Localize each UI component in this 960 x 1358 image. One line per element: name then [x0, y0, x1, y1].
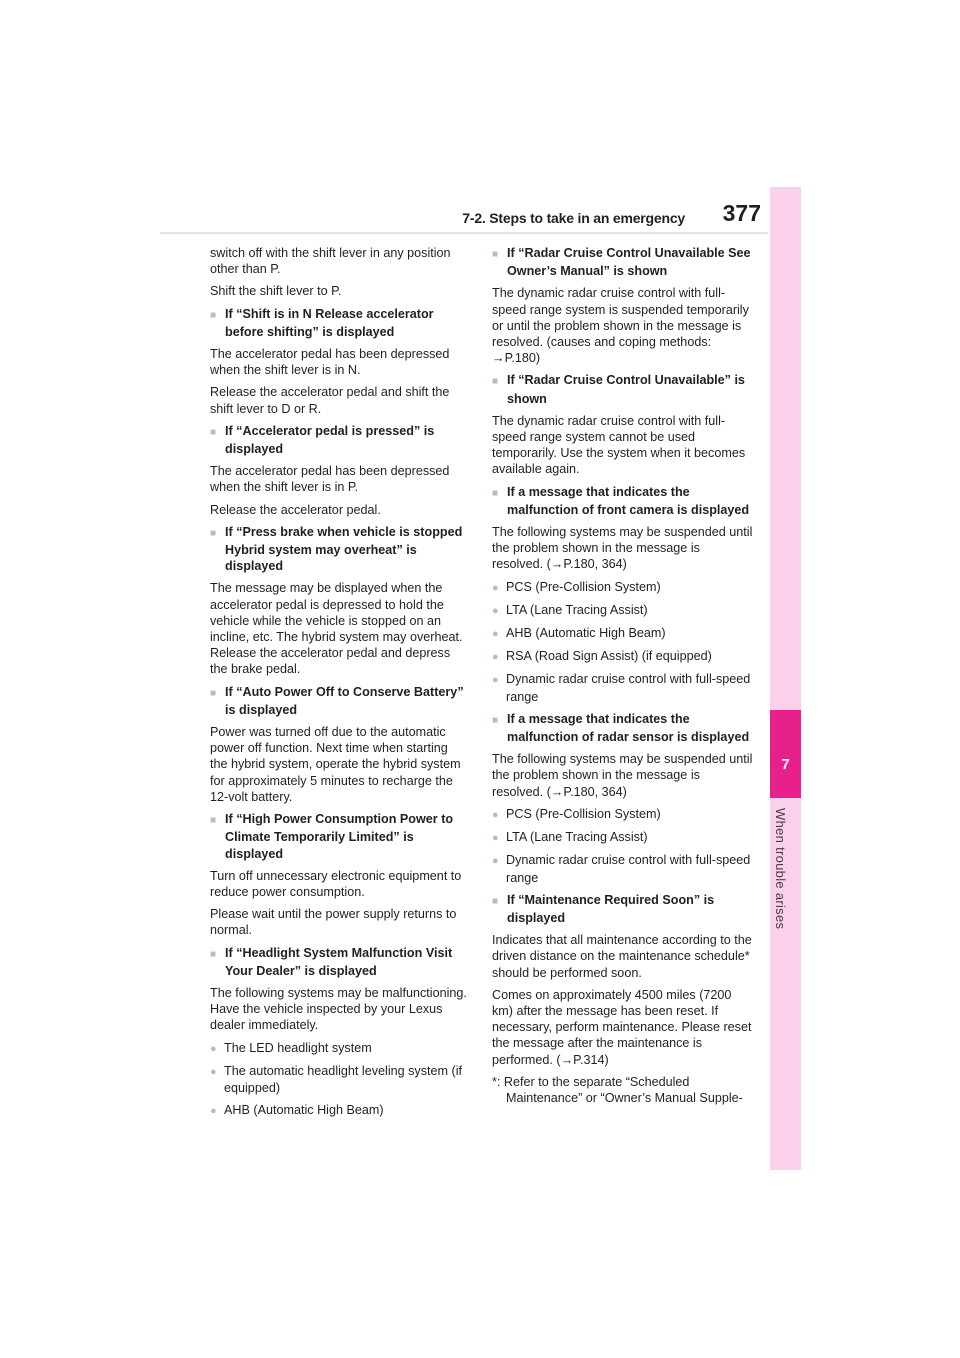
paragraph: The accelerator pedal has been depressed when the shift lever is in N. — [210, 347, 450, 378]
subheading: ■ If “Radar Cruise Control Unavailable See Owner’s Manual” is shown — [492, 245, 754, 279]
paragraph: Please wait until the power supply returns to normal. — [210, 907, 457, 938]
bullet-item: ● AHB (Automatic High Beam) — [210, 1102, 468, 1119]
bullet-item: ● PCS (Pre-Collision System) — [492, 579, 754, 596]
paragraph: The dynamic radar cruise control with full-speed range system cannot be used temporarily. Use the system when it becomes available again. — [492, 413, 746, 477]
subheading: ■ If “Shift is in N Release accelerator before shifting” is displayed — [210, 306, 468, 340]
paragraph: Comes on approximately 4500 miles (7200 km) after the message has been reset. If necessary, perform maintenance. Please reset the message after the maintenance is performed. (→P.314) — [492, 987, 752, 1067]
bullet-item: ● Dynamic radar cruise control with full-speed range — [492, 852, 754, 885]
subheading: ■ If a message that indicates the malfunction of front camera is displayed — [492, 484, 754, 518]
subheading: ■ If “Auto Power Off to Conserve Battery” is displayed — [210, 684, 468, 718]
bullet-item: ● The LED headlight system — [210, 1040, 468, 1057]
subheading: ■ If a message that indicates the malfunction of radar sensor is displayed — [492, 711, 754, 745]
chapter-title: When trouble arises — [773, 808, 788, 930]
subheading: ■ If “Maintenance Required Soon” is displayed — [492, 892, 754, 926]
chapter-sidebar — [770, 187, 801, 1170]
paragraph: Turn off unnecessary electronic equipment to reduce power consumption. — [210, 868, 462, 899]
paragraph: The accelerator pedal has been depressed when the shift lever is in P. — [210, 464, 450, 495]
subheading: ■ If “High Power Consumption Power to Climate Temporarily Limited” is displayed — [210, 811, 468, 862]
left-column — [210, 245, 468, 1125]
footnote: *: Refer to the separate “Scheduled Maintenance” or “Owner’s Manual Supple- — [492, 1074, 743, 1105]
chapter-label — [773, 808, 799, 948]
paragraph: Release the accelerator pedal. — [210, 502, 381, 517]
chapter-number: 7 — [781, 756, 790, 773]
bullet-item: ● PCS (Pre-Collision System) — [492, 806, 754, 823]
paragraph: The dynamic radar cruise control with full-speed range system is suspended temporarily or until the problem shown in the message is resolved. (causes and coping methods: →P.180) — [492, 286, 749, 366]
paragraph: The following systems may be malfunctioning. Have the vehicle inspected by your Lexus dealer immediately. — [210, 985, 467, 1033]
header-rule — [160, 232, 768, 234]
subheading: ■ If “Radar Cruise Control Unavailable” is shown — [492, 372, 754, 406]
running-header — [443, 200, 763, 232]
bullet-item: ● The automatic headlight leveling system (if equipped) — [210, 1063, 468, 1096]
paragraph: Indicates that all maintenance according to the driven distance on the maintenance schedule* should be performed soon. — [492, 933, 752, 980]
subheading: ■ If “Headlight System Malfunction Visit Your Dealer” is displayed — [210, 945, 468, 979]
bullet-item: ● LTA (Lane Tracing Assist) — [492, 602, 754, 619]
subheading: ■ If “Accelerator pedal is pressed” is displayed — [210, 423, 468, 457]
chapter-tab[interactable] — [770, 710, 801, 798]
paragraph: The message may be displayed when the accelerator pedal is depressed to hold the vehicle while the vehicle is stopped on an incline, etc. The hybrid system may overheat. Release the accelerator pedal and depress the brake pedal. — [210, 581, 463, 677]
right-column — [492, 245, 754, 1106]
paragraph: switch off with the shift lever in any position other than P. — [210, 246, 451, 277]
bullet-item: ● LTA (Lane Tracing Assist) — [492, 829, 754, 846]
section-title: 7-2. Steps to take in an emergency — [462, 210, 685, 226]
paragraph: Power was turned off due to the automatic power off function. Next time when starting the hybrid system, operate the hybrid system for approximately 5 minutes to recharge the 12-volt battery. — [210, 725, 461, 804]
paragraph: The following systems may be suspended until the problem shown in the message is resolved. (→P.180, 364) — [492, 525, 753, 572]
paragraph: Shift the shift lever to P. — [210, 284, 342, 299]
bullet-item: ● RSA (Road Sign Assist) (if equipped) — [492, 648, 754, 665]
paragraph: Release the accelerator pedal and shift the shift lever to D or R. — [210, 385, 450, 416]
subheading: ■ If “Press brake when vehicle is stopped Hybrid system may overheat” is displayed — [210, 524, 468, 575]
paragraph: The following systems may be suspended until the problem shown in the message is resolved. (→P.180, 364) — [492, 752, 753, 799]
page-number: 377 — [722, 200, 761, 226]
bullet-item: ● Dynamic radar cruise control with full-speed range — [492, 671, 754, 704]
bullet-item: ● AHB (Automatic High Beam) — [492, 625, 754, 642]
